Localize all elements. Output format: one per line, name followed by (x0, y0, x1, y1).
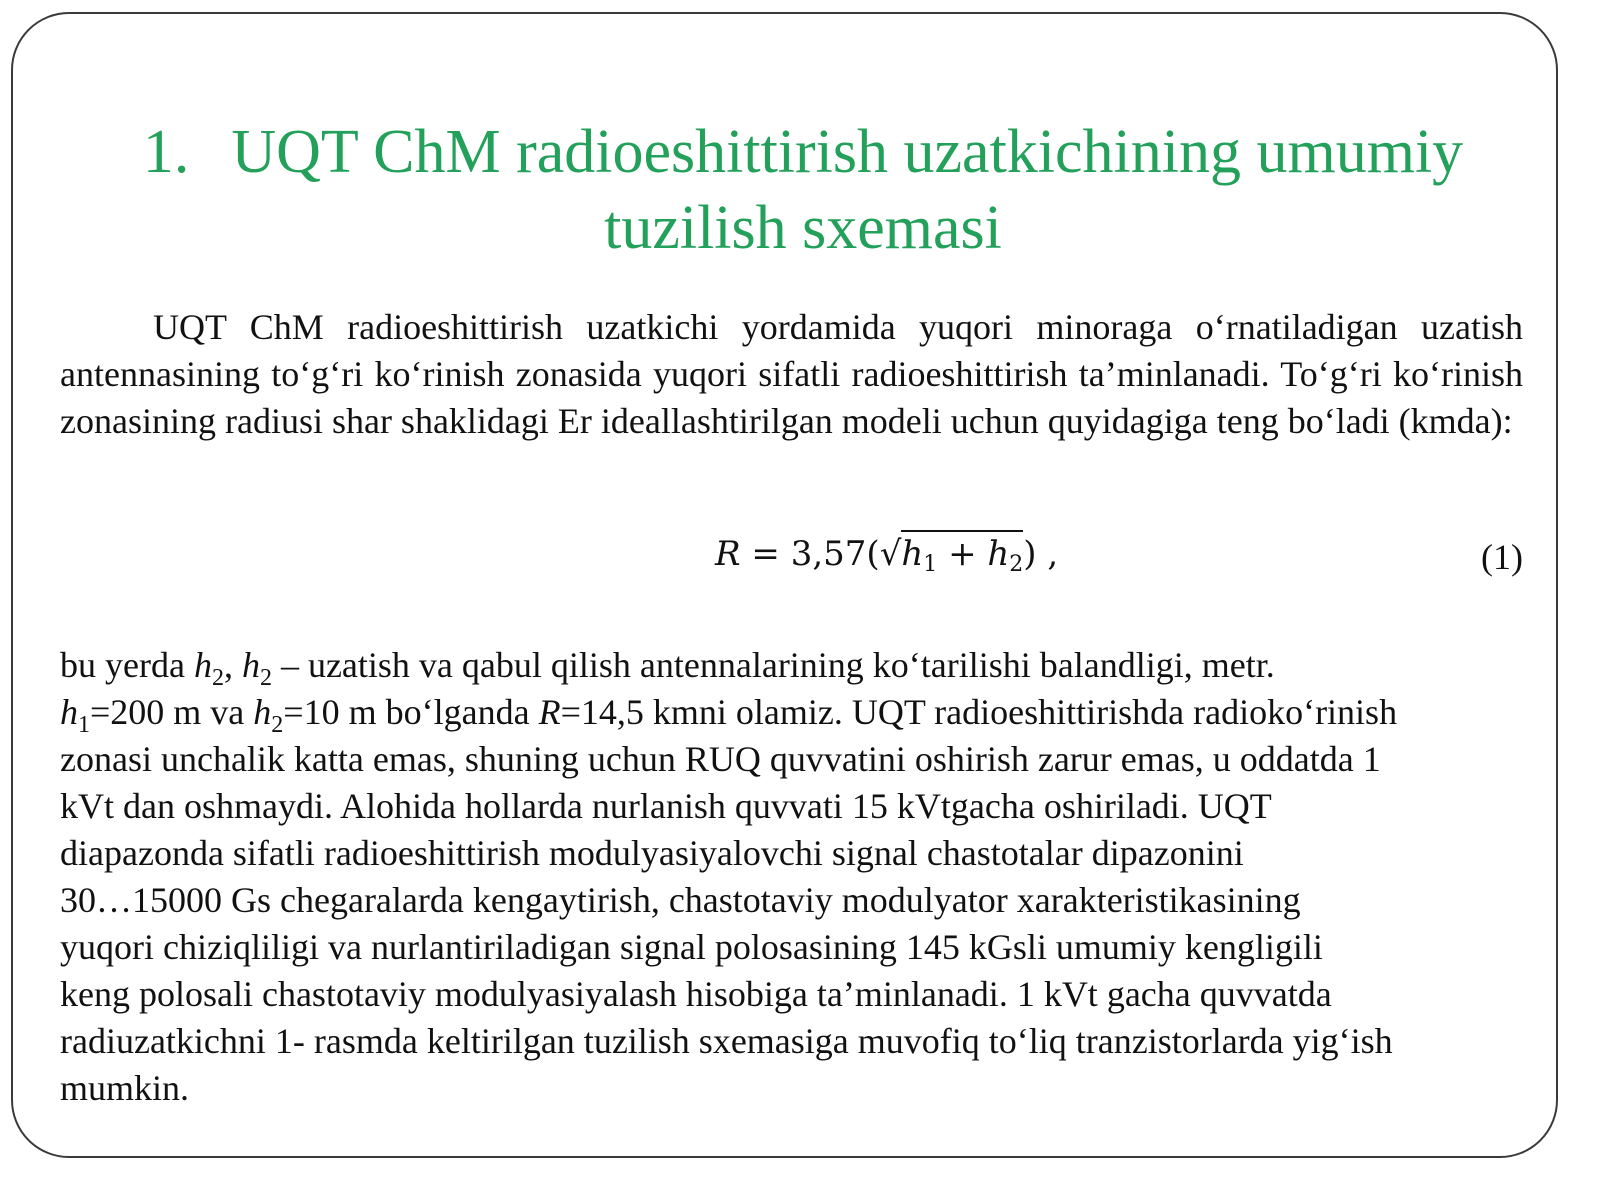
var-r: R (538, 692, 561, 732)
formula-h1-sub: 1 (923, 552, 938, 577)
subscript: 2 (271, 712, 284, 739)
text-line: kVt dan oshmaydi. Alohida hollarda nurlanish quvvati 15 kVtgacha oshiriladi. UQT (60, 786, 1272, 826)
text-line: 30…15000 Gs chegaralarda kengaytirish, chastotaviy modulyator xarakteristikasining (60, 880, 1301, 920)
slide-title (103, 114, 1503, 266)
text-line: yuqori chiziqliligi va nurlantiriladigan signal polosasining 145 kGsli umumiy kengligili (60, 927, 1323, 967)
formula-plus: + (937, 534, 988, 574)
intro-paragraph: UQT ChM radioeshittirish uzatkichi yordamida yuqori minoraga o‘rnatiladigan uzatish antennasining to‘g‘ri ko‘rinish zonasida yuqori sifatli radioeshittirish ta’minlanadi. To‘g‘ri ko‘rinish zonasining radiusi shar shaklidagi Er ideallashtirilgan modeli uchun quyidagiga teng bo‘ladi (kmda): (60, 307, 1523, 441)
var-h: h (60, 692, 78, 732)
subscript: 2 (211, 665, 224, 692)
text-line: zonasi unchalik katta emas, shuning uchun RUQ quvvatini oshirish zarur emas, u oddatda 1 (60, 739, 1381, 779)
explanation-paragraph (60, 642, 1535, 1112)
text-segment: – uzatish va qabul qilish antennalarining ko‘tarilishi balandligi, metr. (271, 645, 1275, 685)
text-segment: =200 m va (90, 692, 254, 732)
formula-close: ) (1023, 534, 1037, 574)
formula-h2-sub: 2 (1009, 552, 1024, 577)
formula (715, 534, 1058, 577)
formula-lhs: R (715, 534, 741, 574)
text-line: keng polosali chastotaviy modulyasiyalash hisobiga ta’minlanadi. 1 kVt gacha quvvatda (60, 974, 1332, 1014)
sqrt-symbol: $√h_1 + h_2$ (880, 534, 1024, 577)
subscript: 2 (259, 665, 272, 692)
text-line (60, 642, 1535, 692)
formula-h1: h (901, 534, 924, 574)
text-segment: =14,5 kmni olamiz. UQT radioeshittirishda radioko‘rinish (560, 692, 1398, 732)
text-segment: =10 m bo‘lganda (283, 692, 539, 732)
title-line-2: tuzilish sxemasi (604, 194, 1002, 262)
text-line (60, 689, 1535, 739)
equation-number: (1) (1481, 537, 1523, 577)
var-h: h (253, 692, 272, 732)
text-line: diapazonda sifatli radioeshittirish modulyasiyalovchi signal chastotalar dipazonini (60, 833, 1244, 873)
title-text-1: UQT ChM radioeshittirish uzatkichining umumiy (231, 118, 1464, 186)
title-number: 1. (142, 118, 190, 186)
formula-h2: h (987, 534, 1010, 574)
var-h: h (241, 645, 260, 685)
text-segment: bu yerda (60, 645, 194, 685)
formula-coef: = 3,57( (740, 534, 880, 574)
formula-tail: , (1036, 534, 1059, 574)
title-line-1 (103, 114, 1503, 190)
text-line: radiuzatkichni 1- rasmda keltirilgan tuzilish sxemasiga muvofiq to‘liq tranzistorlarda yig‘ish (60, 1021, 1393, 1061)
sqrt-radicand (901, 530, 1024, 577)
formula-row (60, 534, 1523, 594)
text-segment: , (223, 645, 242, 685)
subscript: 1 (78, 712, 90, 739)
slide-frame (11, 12, 1558, 1158)
text-line: mumkin. (60, 1068, 190, 1108)
var-h: h (193, 645, 212, 685)
